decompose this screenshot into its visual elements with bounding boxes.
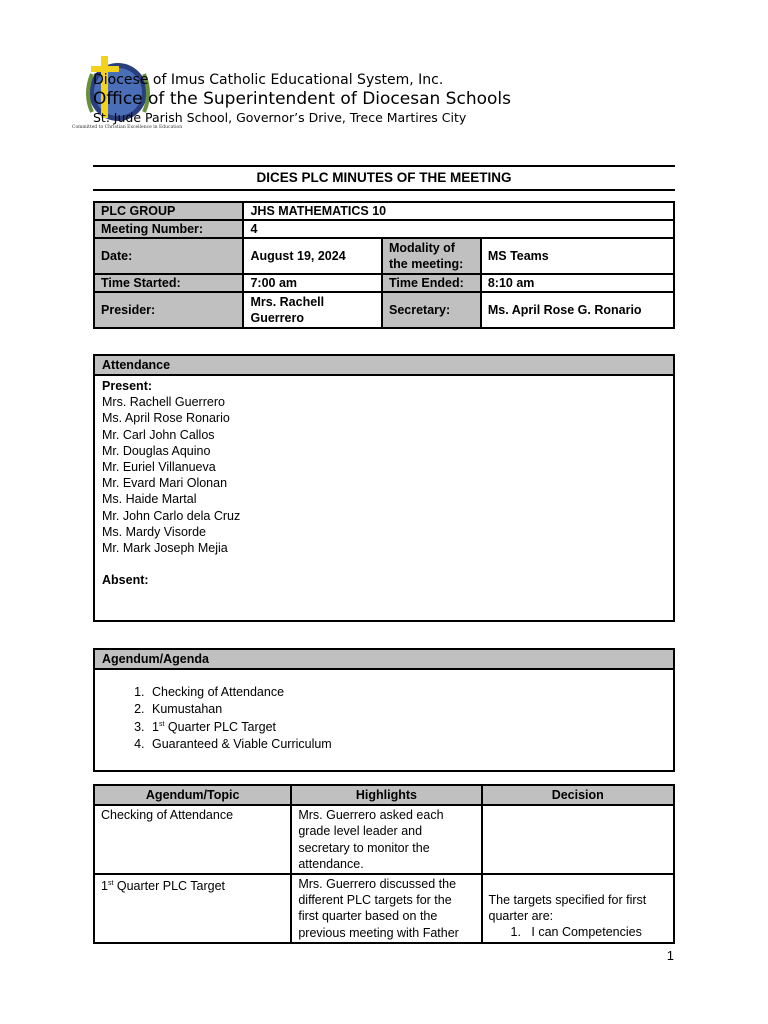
attendee: Mr. Carl John Callos [102,427,215,442]
logo-motto: Committed to Christian Excellence in Education [72,125,183,130]
agenda-item: 3. 1st Quarter PLC Target [148,717,666,736]
attendee: Mr. Mark Joseph Mejia [102,541,228,556]
time-ended-value: 8:10 am [481,274,674,292]
org-name: Diocese of Imus Catholic Educational System, Inc. [93,72,444,88]
agenda-item: 1. Checking of Attendance [148,684,666,701]
attendance-heading: Attendance [94,355,674,375]
meeting-number-label: Meeting Number: [94,220,243,238]
attendee: Mr. Evard Mari Olonan [102,476,228,491]
presider-value: Mrs. Rachell Guerrero [243,292,382,328]
agenda-heading: Agendum/Agenda [94,649,674,669]
attendee: Mr. John Carlo dela Cruz [102,508,241,523]
attendee: Ms. Haide Martal [102,492,197,507]
meeting-number-value: 4 [243,220,674,238]
time-started-label: Time Started: [94,274,243,292]
attendee: Ms. April Rose Ronario [102,411,230,426]
col-header-decision: Decision [482,785,674,805]
agenda-list [102,684,666,752]
attendee: Ms. Mardy Visorde [102,524,206,539]
plc-group-label: PLC GROUP [94,202,243,220]
row-decision [482,874,674,943]
modality-value: MS Teams [481,238,674,274]
attendee: Mr. Douglas Aquino [102,443,211,458]
col-header-topic: Agendum/Topic [94,785,291,805]
attendance-body [94,375,674,621]
row-highlights: Mrs. Guerrero asked each grade level leader and secretary to monitor the attendance. [291,805,481,874]
agenda-table [93,648,675,772]
document-title: DICES PLC MINUTES OF THE MEETING [93,165,675,191]
minutes-table [93,784,675,944]
absent-label: Absent: [102,573,149,588]
time-ended-label: Time Ended: [382,274,481,292]
time-started-value: 7:00 am [243,274,382,292]
presider-label: Presider: [94,292,243,328]
meeting-info-table [93,201,675,329]
date-label: Date: [94,238,243,274]
attendee: Mrs. Rachell Guerrero [102,395,225,410]
modality-label: Modality of the meeting: [382,238,481,274]
agenda-item: 4. Guaranteed & Viable Curriculum [148,736,666,753]
present-label: Present: [102,379,153,393]
row-topic: 1st Quarter PLC Target [94,874,291,943]
attendance-table [93,354,675,622]
agenda-item: 2. Kumustahan [148,701,666,718]
col-header-highlights: Highlights [291,785,481,805]
table-row [94,805,674,874]
decision-intro: The targets specified for first quarter are: [488,893,647,924]
school-address: St. Jude Parish School, Governor’s Drive, Trece Martires City [93,110,467,125]
secretary-label: Secretary: [382,292,481,328]
attendee: Mr. Euriel Villanueva [102,460,216,475]
table-row [94,874,674,943]
decision-item: 1. I can Competencies [510,925,642,940]
date-value: August 19, 2024 [243,238,382,274]
agenda-body [94,669,674,771]
office-name: Office of the Superintendent of Diocesan Schools [93,89,511,109]
page-number: 1 [666,948,674,963]
row-topic: Checking of Attendance [94,805,291,874]
row-decision [482,805,674,874]
row-highlights: Mrs. Guerrero discussed the different PLC targets for the first quarter based on the previous meeting with Father [291,874,481,943]
secretary-value: Ms. April Rose G. Ronario [481,292,674,328]
plc-group-value: JHS MATHEMATICS 10 [243,202,674,220]
